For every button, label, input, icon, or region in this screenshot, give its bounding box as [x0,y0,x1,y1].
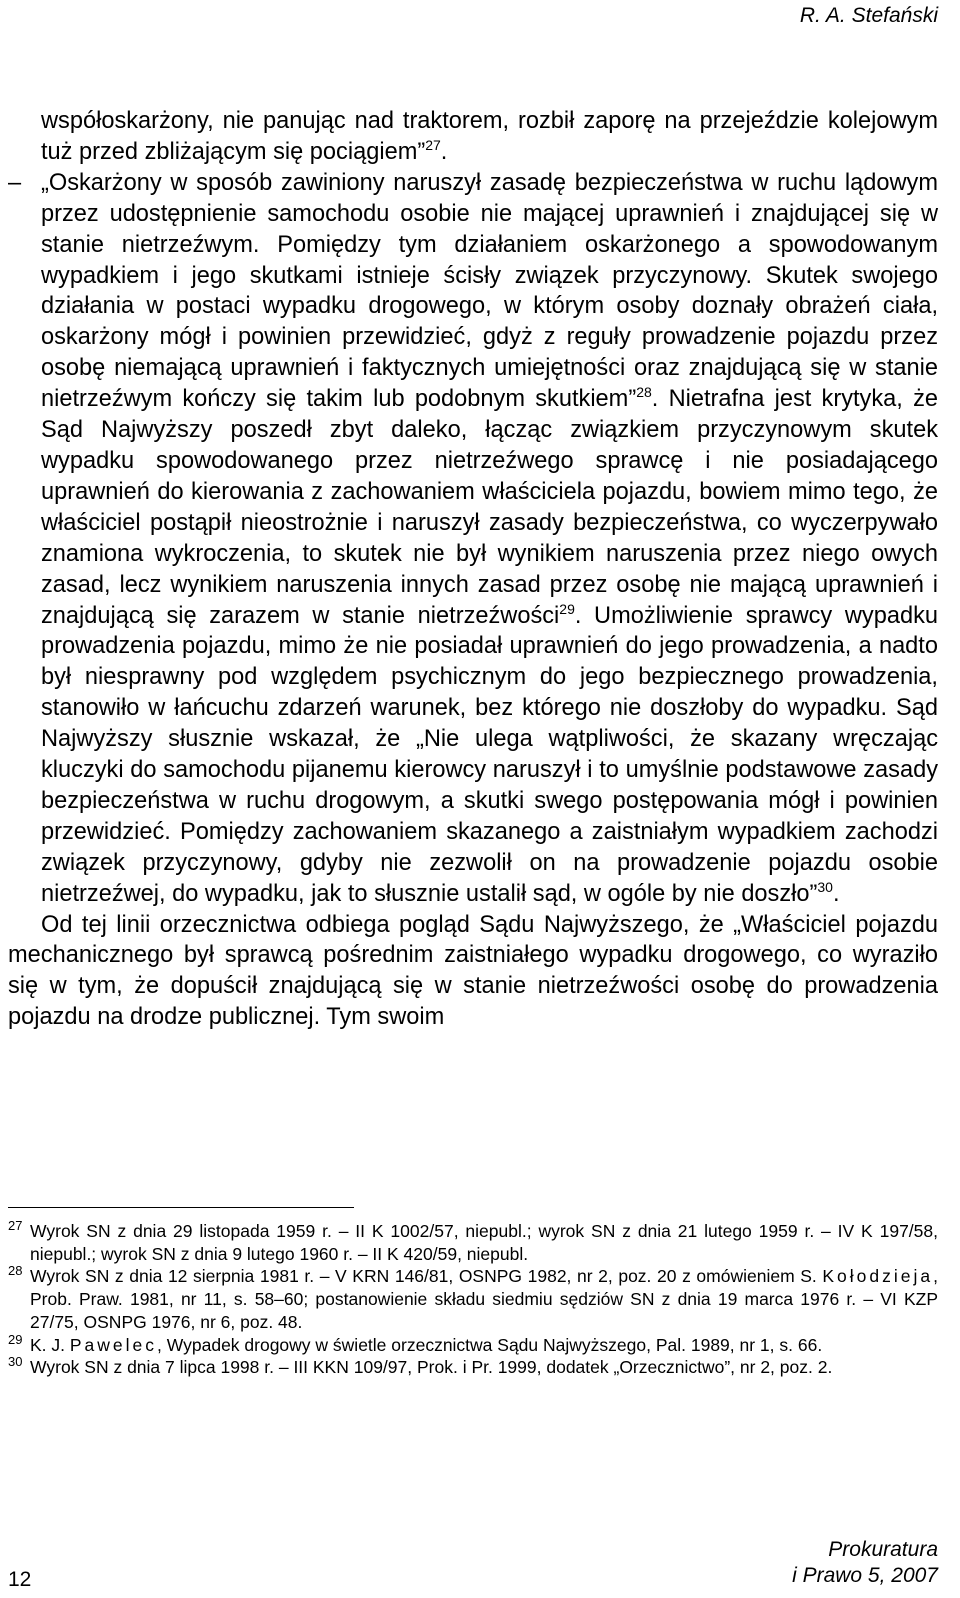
paragraph-2-text-3: . Umożliwienie sprawcy wypadku prowadzenia pojazdu, mimo że nie posiadał uprawnień do jego prowadzenia, a nadto był niesprawny pod względem psychicznym do jego bezpiecznego prowadzenia, stanowiło w łańcuchu zdarzeń warunek, bez którego nie doszłoby do wypadku. Sąd Najwyższy słusznie wskazał, że „Nie ulega wątpliwości, że skazany wręczając kluczyki do samochodu pijanemu kierowcy naruszył i to umyślnie podstawowe zasady bezpieczeństwa w ruchu drogowym, a skutki swego postępowania mógł i powinien przewidzieć. Pomiędzy zachowaniem skazanego a zaistniałym wypadkiem zachodzi związek przyczynowy, gdyby nie zezwolił on na prowadzenie pojazdu osobie nietrzeźwej, do wypadku, jak to słusznie ustalił sąd, w ogóle by nie doszło” [41,602,938,907]
paragraph-3 [8,910,938,1034]
paragraph-2-text-2: . Nietrafna jest krytyka, że Sąd Najwyższy poszedł zbyt daleko, łącząc związkiem przyczynowym skutek wypadku spowodowanego przez nietrzeźwego sprawcę i nie posiadającego uprawnień do kierowania z zachowaniem właściciela pojazdu, bowiem mimo tego, że właściciel postąpił nieostrożnie i naruszył zasady bezpieczeństwa, co wyczerpywało znamiona wykroczenia, to skutek nie był wynikiem naruszenia przez niego owych zasad, lecz wynikiem naruszenia innych zasad przez osobę nie mającą uprawnień i znajdującą się zarazem w stanie nietrzeźwości [41,386,938,629]
paragraph-3-text: Od tej linii orzecznictwa odbiega pogląd Sądu Najwyższego, że „Właściciel pojazdu mechanicznego był sprawcą pośrednim zaistniałego wypadku drogowego, co wyraziło się w tym, że dopuścił znajdującą się w stanie nietrzeźwości osobę do prowadzenia pojazdu na drodze publicznej. Tym swoim [8,911,938,1031]
paragraph-2-end: . [832,880,840,907]
footnote-ref-30[interactable]: 30 [817,878,833,895]
body-text [8,106,938,1033]
footnote-28 [8,1265,938,1333]
footnote-27 [8,1220,938,1265]
paragraph-1-text: współoskarżony, nie panując nad traktorem, rozbił zaporę na przejeździe kolejowym tuż przed zbliżającym się pociągiem” [41,108,938,165]
footnote-number: 27 [8,1218,23,1233]
paragraph-2-dash-item [8,168,938,910]
footnote-text: K. J. [30,1334,70,1355]
footnote-text: Wyrok SN z dnia 7 lipca 1998 r. – III KKN 109/97, Prok. i Pr. 1999, dodatek „Orzecznictwo”, nr 2, poz. 2. [30,1357,833,1378]
footnotes [8,1220,938,1379]
footnote-number: 29 [8,1331,23,1347]
footnote-ref-27[interactable]: 27 [425,137,441,154]
footnote-text: Wyrok SN z dnia 12 sierpnia 1981 r. – V KRN 146/81, OSNPG 1982, nr 2, poz. 20 z omówieniem S. [30,1266,823,1287]
journal-issue: i Prawo 5, 2007 [792,1564,938,1587]
footnote-ref-29[interactable]: 29 [559,600,575,617]
footnote-number: 30 [8,1354,23,1370]
paragraph-1-end: . [440,138,448,165]
footnote-text: Wyrok SN z dnia 29 listopada 1959 r. – II K 1002/57, niepubl.; wyrok SN z dnia 21 lutego 1959 r. – IV K 197/58, niepubl.; wyrok SN z dnia 9 lutego 1960 r. – II K 420/59, niepubl. [30,1221,938,1264]
footnote-text-cont: , Wypadek drogowy w świetle orzecznictwa Sądu Najwyższego, Pal. 1989, nr 1, s. 66. [157,1334,823,1355]
paragraph-2-text: „Oskarżony w sposób zawiniony naruszył zasadę bezpieczeństwa w ruchu lądowym przez udostępnienie samochodu osobie nie mającej uprawnień i znajdującej się w stanie nietrzeźwym. Pomiędzy tym działaniem oskarżonego a spowodowanym wypadkiem i jego skutkami istnieje ścisły związek przyczynowy. Skutek swojego działania w postaci wypadku drogowego, w którym osoby doznały obrażeń ciała, oskarżony mógł i powinien przewidzieć, gdyż z reguły prowadzenie pojazdu przez osobę niemającą uprawnień i faktycznych umiejętności oraz znajdującą się w stanie nietrzeźwym kończy się takim lub podobnym skutkiem” [41,169,938,413]
footnote-separator [8,1207,354,1208]
footnote-number: 28 [8,1263,23,1279]
footnote-author-spaced: Pawelec [69,1334,158,1355]
paragraph-1 [8,106,938,168]
journal-footer [792,1537,938,1589]
journal-name: Prokuratura [828,1538,938,1561]
running-head-author: R. A. Stefański [799,4,938,27]
page-number: 12 [8,1568,32,1591]
footnote-ref-28[interactable]: 28 [636,384,652,401]
footnote-29 [8,1331,938,1357]
footnote-30 [8,1356,938,1379]
footnote-author-spaced: Kołodzieja [822,1266,934,1287]
footnote-text-cont: , Prob. Praw. 1981, nr 11, s. 58–60; postanowienie składu siedmiu sędziów SN z dnia 19 marca 1976 r. – VI KZP 27/75, OSNPG 1976, nr 6, poz. 48. [30,1266,938,1332]
dash-bullet: – [8,169,22,196]
